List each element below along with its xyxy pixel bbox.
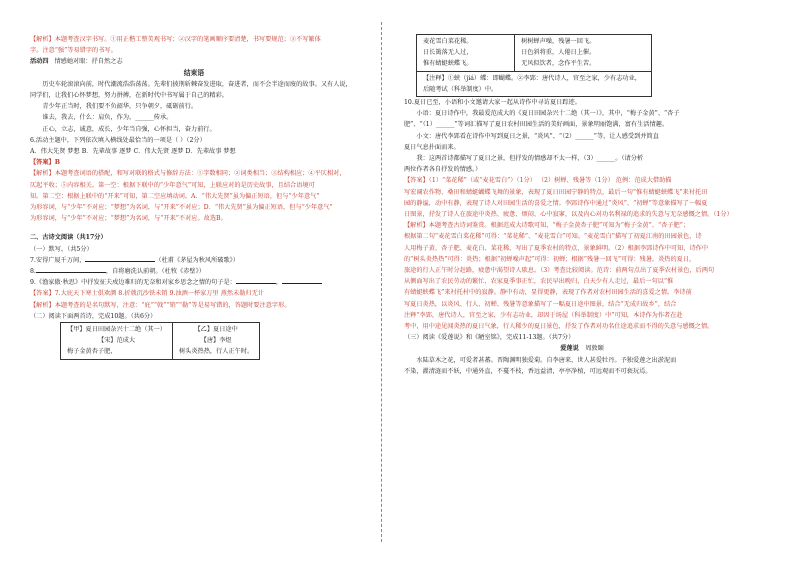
- poem-b: 【乙】夏日途中 【唐】李煜 树头炎热热，行人正午时。: [173, 323, 260, 360]
- analysis-6: 【解析】本题考查词语的搭配，和写对联的格式与修辞方法：①字数相同；②词类相当；③结构相应；④平仄相对，: [30, 170, 346, 178]
- analysis-10: 根据第二句“麦花雪白菜花稀”可得：“菜花稀”、“麦花雪白”可知。“麦花雪白”描写了初夏江南的田园景色，诗: [404, 233, 702, 241]
- analysis-10: 注释“李郢，唐代诗人，官至之家，少有志功业，却因于场屋（科举制度）中”可知，本诗作为作者在赴: [404, 311, 683, 319]
- question-10: 10.夏日已至，小语和小文邀请大家一起从诗作中寻访夏日踪迹。: [404, 99, 581, 107]
- answer-6: 【答案】B: [30, 159, 60, 167]
- question-8: 8. ，自将磨洗认前朝。（杜牧《赤壁》）: [30, 268, 205, 276]
- text-line: 正心，立志，诚意，成长，少年当自强，心怀担当，奋力前行。: [42, 125, 216, 133]
- analysis-6: 仄起平收；⑤内容相关。第一空：根据下联中的“少年意气”可知，上联应对的是历史故事，且结合语境可: [30, 181, 315, 189]
- essay-line: 水陆草木之花，可爱者甚蕃。晋陶渊明独爱菊。自李唐来，世人甚爱牡丹。予独爱莲之出淤泥而: [416, 356, 677, 364]
- analysis-10: 旅途的行人正午时分赶路，疲惫中渴望诗人歇息。（3）考查比较阅读。范诗：前两句点出了夏季农村景色，后两句: [404, 267, 715, 275]
- poem-a: 【甲】夏日田园杂兴十二绝（其一） 【宋】范成大 梅子金黄杏子肥，: [61, 323, 173, 360]
- analysis-10: 写夏日炎热，以炎风、行人、初蝉、残暑等意象描写了一幅夏日途中图景，结合“无成归故乡”，结合: [404, 300, 677, 308]
- section-title: 结束语: [183, 68, 205, 77]
- question-6: 6.活动主题中，下列依次填入横线处最恰当的一项是（ ）（2分）: [30, 136, 206, 144]
- section-2-title: 二、古诗文阅读（共17分）: [30, 234, 107, 242]
- question-10-line: 肥”、“（1）______”等词汇描写了夏日农村田园生活的美好画面，景象明丽饱满，富有生活情趣。: [404, 121, 669, 129]
- essay-line: 不染，濯清涟而不妖，中通外直，不蔓不枝，香远益清，亭亭净植，可远观而不可亵玩焉。: [404, 367, 652, 375]
- poem-b-lines: 树树蝉声噪，残暑一回飞。 日色斜将重，人倦日上催。 无风似饮者，念作平生苦。: [515, 35, 652, 72]
- poem-a-lines: 麦花雪白菜花稀。 日长篱落无人过， 惟有蜻蜓蛱蝶飞。: [417, 35, 515, 72]
- answer-7-9: 【答案】7.大庇天下寒士俱欢颜 8.折戟沉沙铁未销 9.浊酒一杯家万里 燕然未勒归无计: [30, 290, 264, 298]
- analysis-6: 为形容词，与“少年”不对应；“梦想”为名词，与“开来”不对应；D．“伟大先贤”虽为偏正短语，但与“少年意气”: [30, 204, 333, 212]
- question-10-line: 小文：唐代李郢看在诗作中写到夏日之景，“炎风”、“（2）______”等，让人感受到并简直: [416, 132, 659, 140]
- right-column: [404, 34, 760, 377]
- question-10-line: 我：这两首诗都描写了夏日之景，但抒发的情感却不太一样，（3）______。（请分析: [416, 155, 644, 163]
- column-divider: [381, 22, 382, 542]
- analysis-10: 从侧面写出了农民劳动的繁忙，农家夏季事正忙，农民早出晚归，白天少有人走过，最后一句以“惟: [404, 278, 674, 286]
- text-line: 同学们，让我们心怀梦想，努力拼搏，在新时代中书写属于自己的精彩。: [30, 92, 228, 100]
- question-10-line: 小语：夏日诗作中，我最爱范成大的《夏日田园杂兴十二绝（其一）》，其中，“梅子金黄”、“杏子: [416, 110, 680, 118]
- subsection-title: （一）默写。（共5分）: [30, 245, 93, 253]
- subsection-title: （二）阅读下面两首诗，完成10题。（共6分）: [30, 312, 157, 320]
- essay-title: 爱莲说 周敦颐: [560, 345, 604, 353]
- answer-10-line: 写宏阔农作物、桑田和蜻蜓蝴蝶飞舞的景象，表现了夏日田园宁静的特点，最后一句“惟有蜻蜓蛱蝶飞”来衬托田: [404, 188, 708, 196]
- analysis-10: 有蜻蜓蛱蝶飞”来衬托村中的寂静。静中有动，显得更静，表现了作者对农村田园生活的喜爱之情。李诗前: [404, 289, 692, 297]
- answer-10-line: 园的静谧，动中有静，表现了诗人对田园生活的喜爱之情。李郢诗作中通过“炎风”、“初蝉”等意象描写了一幅夏: [404, 199, 708, 207]
- analysis-10: 考中，用中途见闻炎热的夏日气象，行人稀少的夏日景色，抒发了作者对功名仕途追求而不得的失意与感慨之情。: [404, 323, 714, 331]
- answer-10-line: 日图景，抒发了诗人在旅途中炎热、疲惫、烦闷、心中寂寥，以及内心对功名利禄的追求的失意与无奈感慨之情。（1分）: [404, 211, 733, 219]
- analysis-10: 【解析】本题考查古诗词鉴赏。根据范成大诗歌可知，“梅子金黄杏子肥”可知为“梅子金黄”、“杏子肥”；: [404, 222, 690, 230]
- text-line: 历史车轮滚滚向前，时代潮流浩浩荡荡。先辈们披荆斩棘奋发进取，奋进者，而不会半途而废的故事。又有人说，: [42, 80, 352, 88]
- question-10-line: 两位作者各自抒发的情感。）: [404, 166, 482, 174]
- section-3-title: （三）阅读《爱莲说》和《陋室铭》，完成11-13题。（共7分）: [404, 334, 575, 342]
- text-line: 谁去，我去，什么：肩负，作为，______传承。: [42, 114, 173, 122]
- left-column: [30, 34, 358, 360]
- analysis-7-9: 【解析】本题考查的是名句默写，注意：“庇”“戟”“销”“勒”等是易写错的，答题时要注意字形。: [30, 301, 291, 309]
- question-7: 7.安得广厦千万间， （杜甫《茅屋为秋风所破歌》）: [30, 256, 239, 264]
- poem-table: [60, 322, 260, 360]
- answer-10: 【答案】（1）“菜花稀”（或“麦花雪白”）（1分） （2）树蝉、残暑等（1分） 范例：范成大借助描: [404, 177, 672, 185]
- analysis-line: 【解析】本题考查汉字书写。①用正楷工整美观书写；②汉字的笔画顺序要清楚，书写要规范；③不写繁体: [30, 36, 321, 43]
- analysis-6: 为形容词，与“少年”不对应；“梦想”为名词，与“开来”不对应。故选B。: [30, 215, 227, 223]
- question-9: 9.《渔家傲·秋思》中抒发征夫戍边难归的无奈和对家乡思念之情的句子是： ，: [30, 277, 358, 288]
- question-10-line: 夏日气息扑面而来。: [404, 143, 460, 151]
- poem-note: 【注释】①蛱（jiá）蝶：即蝴蝶。②李郢：唐代诗人，官至之家，少有志功业， 后随考试（科举制度）中。: [417, 71, 652, 96]
- question-6-options: A．伟大先贤 梦想 B．先辈故事 逐梦 C．伟大先贤 逐梦 D．先辈故事 梦想: [30, 148, 236, 156]
- text-line: 青少年正当时，我们要不负韶华，只争朝夕，砥砺前行。: [42, 103, 198, 111]
- poem-table-continued: [416, 34, 652, 97]
- analysis-10: 的“树头炎热热”可得：炎热；根据“初蝉噪声起”可得：初蝉；根据“残暑一回飞”可得：残暑。炎热的夏日，: [404, 255, 696, 263]
- analysis-6: 知。第二空：根据上联中的“开来”可知，第二空应填动词。A．“伟大先贤”虽为偏正短语，但与“少年意气”: [30, 192, 320, 200]
- analysis-10: 人用梅子黄、杏子肥、麦花白、菜花稀，写出了夏季农村的特点，景象鲜明。（2）根据李郢诗作中可知，诗作中: [404, 244, 709, 252]
- activity-heading: 活动四 情感她对眼：抒自然之志: [30, 58, 123, 66]
- analysis-line: 字。注意“强”等易错字的书写。: [30, 47, 117, 55]
